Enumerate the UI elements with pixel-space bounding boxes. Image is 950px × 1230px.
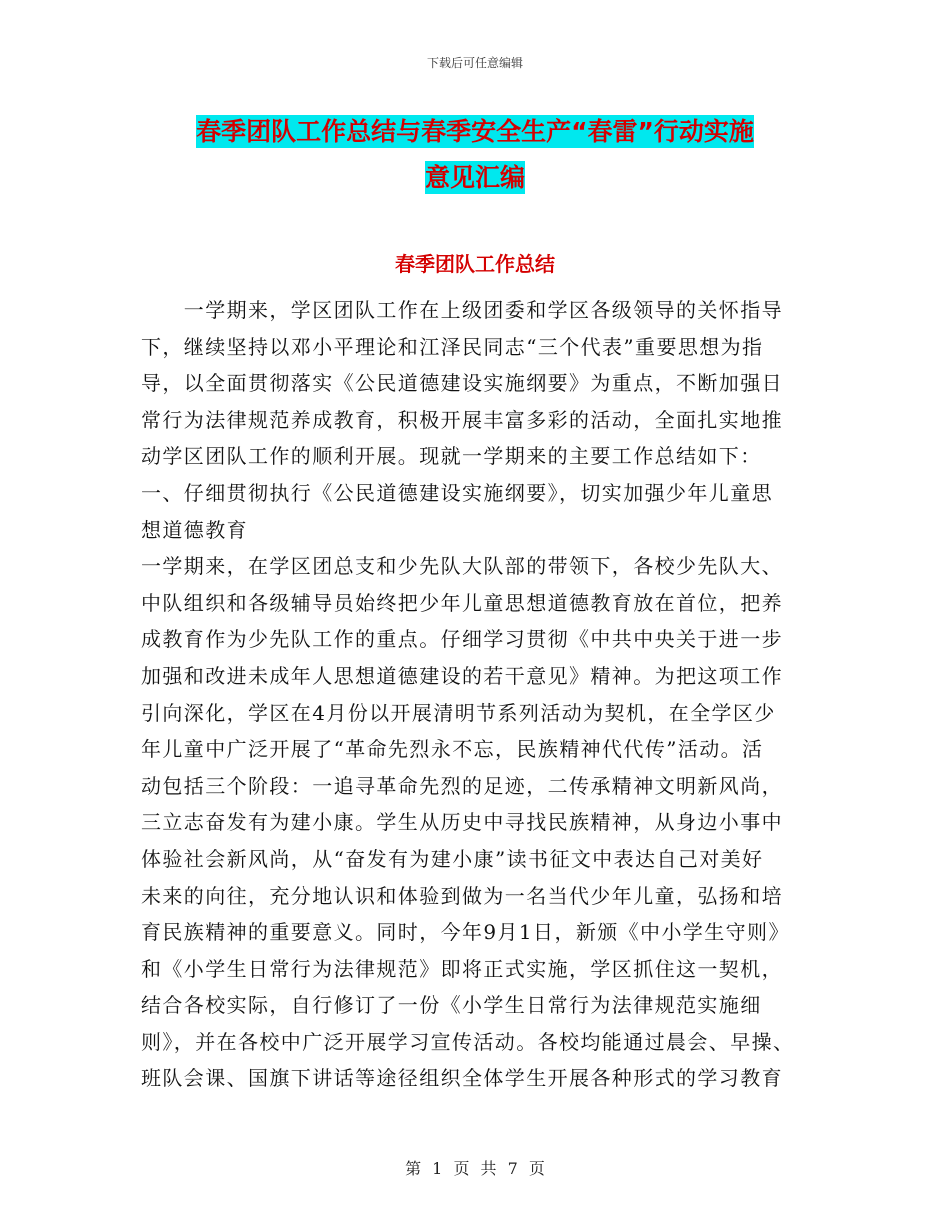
body-line: 下，继续坚持以邓小平理论和江泽民同志“三个代表”重要思想为指 xyxy=(141,334,764,359)
body-line: 体验社会新风尚，从“奋发有为建小康”读书征文中表达自己对美好 xyxy=(141,846,764,871)
body-line: 未来的向往，充分地认识和体验到做为一名当代少年儿童，弘扬和培 xyxy=(141,883,783,908)
document-title-line-1 xyxy=(0,112,950,148)
body-line: 想道德教育 xyxy=(141,517,248,542)
section-title: 春季团队工作总结 xyxy=(395,252,555,276)
body-line: 和《小学生日常行为法律规范》即将正式实施，学区抓住这一契机， xyxy=(141,956,783,981)
body-line: 加强和改进未成年人思想道德建设的若干意见》精神。为把这项工作 xyxy=(141,663,783,688)
document-title-line-2 xyxy=(0,158,950,194)
body-line: 动学区团队工作的顺利开展。现就一学期来的主要工作总结如下： xyxy=(141,444,762,469)
header-note: 下载后可任意编辑 xyxy=(426,56,523,70)
body-line: 常行为法律规范养成教育，积极开展丰富多彩的活动，全面扎实地推 xyxy=(141,407,783,432)
body-line: 结合各校实际，自行修订了一份《小学生日常行为法律规范实施细 xyxy=(141,993,762,1018)
body-line: 三立志奋发有为建小康。学生从历史中寻找民族精神，从身边小事中 xyxy=(141,810,783,835)
body-line: 育民族精神的重要意义。同时，今年9月1日，新颁《中小学生守则》 xyxy=(141,920,790,945)
body-line: 动包括三个阶段：一追寻革命先烈的足迹，二传承精神文明新风尚， xyxy=(141,773,783,798)
body-line: 成教育作为少先队工作的重点。仔细学习贯彻《中共中央关于进一步 xyxy=(141,627,783,652)
body-line: 班队会课、国旗下讲话等途径组织全体学生开展各种形式的学习教育 xyxy=(141,1066,783,1091)
body-line: 年儿童中广泛开展了“革命先烈永不忘，民族精神代代传”活动。活 xyxy=(141,737,764,762)
body-line: 一、仔细贯彻执行《公民道德建设实施纲要》，切实加强少年儿童思 xyxy=(141,480,773,505)
document-title-line-2-text: 意见汇编 xyxy=(424,163,525,192)
body-line: 一学期来，学区团队工作在上级团委和学区各级领导的关怀指导 xyxy=(141,298,783,322)
body-line: 中队组织和各级辅导员始终把少年儿童思想道德教育放在首位，把养 xyxy=(141,590,783,615)
document-title-line-1-text: 春季团队工作总结与春季安全生产“春雷”行动实施 xyxy=(196,117,754,146)
body-line: 一学期来，在学区团总支和少先队大队部的带领下，各校少先队大、 xyxy=(141,554,783,579)
body-line: 导，以全面贯彻落实《公民道德建设实施纲要》为重点，不断加强日 xyxy=(141,371,783,396)
page-footer: 第 1 页 共 7 页 xyxy=(405,1159,545,1178)
body-line: 则》，并在各校中广泛开展学习宣传活动。各校均能通过晨会、早操、 xyxy=(141,1029,795,1054)
body-line: 引向深化，学区在4月份以开展清明节系列活动为契机，在全学区少 xyxy=(141,700,776,725)
body-text xyxy=(141,292,809,1097)
